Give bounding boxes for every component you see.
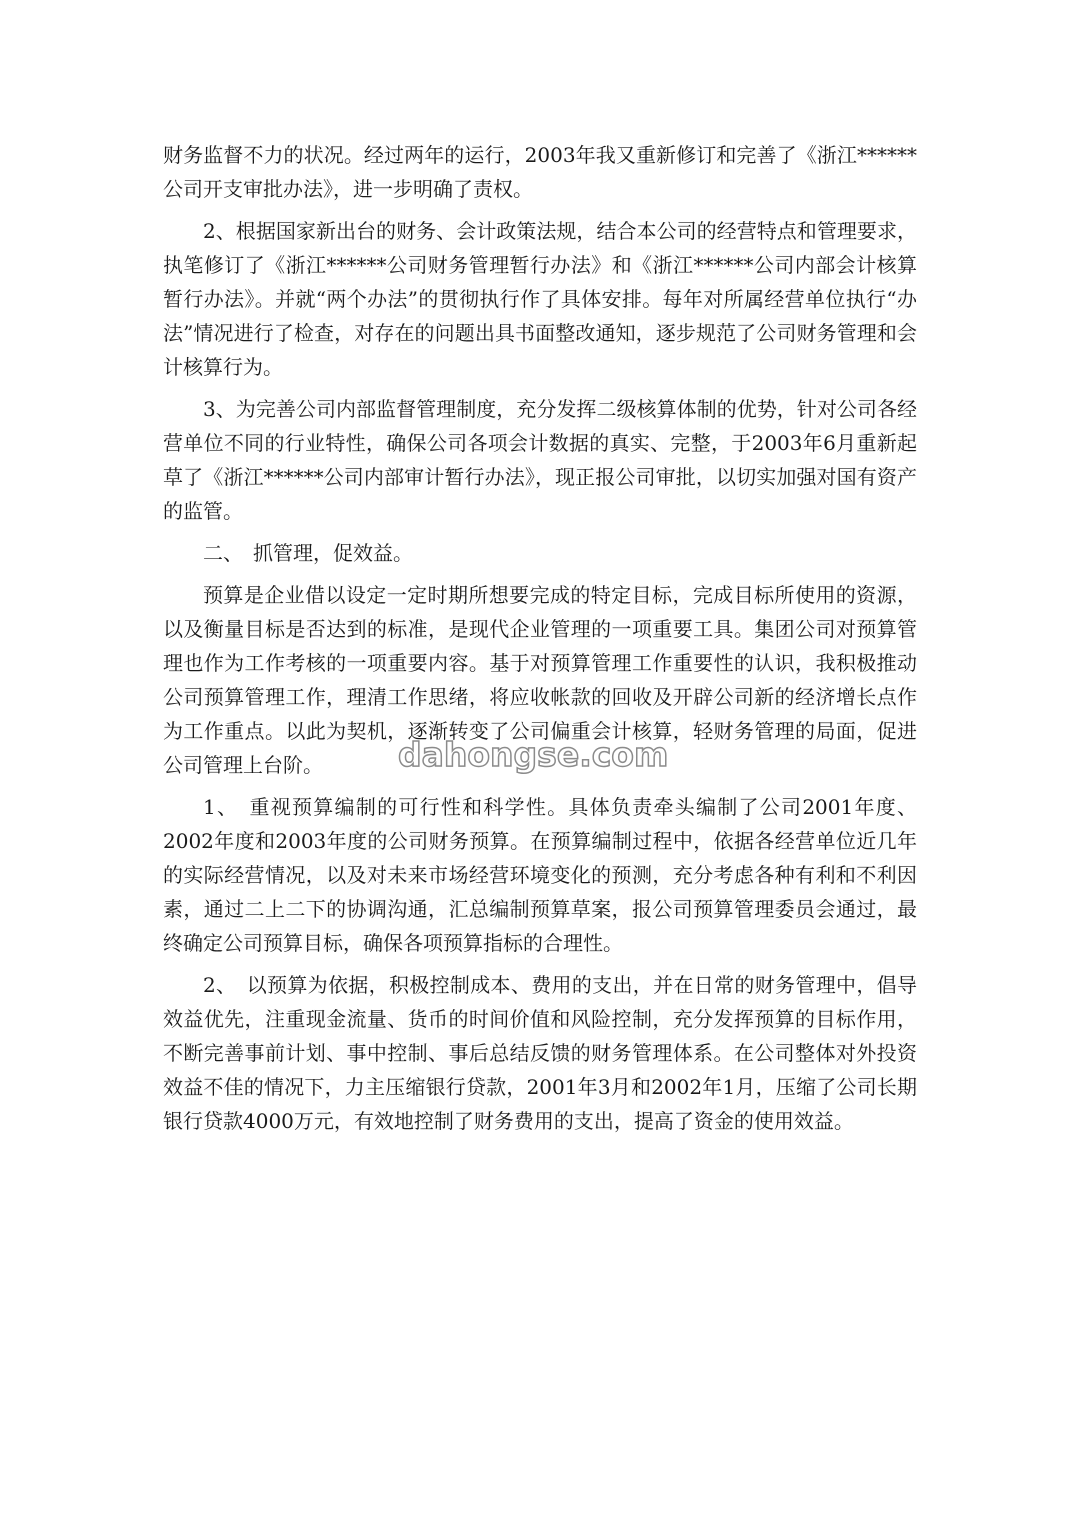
watermark-text: dahongse.com xyxy=(398,735,669,774)
paragraph-item-2: 2、根据国家新出台的财务、会计政策法规，结合本公司的经营特点和管理要求，执笔修订了《浙江******公司财务管理暂行办法》和《浙江******公司内部会计核算暂行办法》。并就“两个办法”的贯彻执行作了具体安排。每年对所属经营单位执行“办法”情况进行了检查，对存在的问题出具书面整改通知，逐步规范了公司财务管理和会计核算行为。 xyxy=(163,219,917,379)
document-body xyxy=(163,138,917,1146)
paragraph-item-3: 3、为完善公司内部监督管理制度，充分发挥二级核算体制的优势，针对公司各经营单位不同的行业特性，确保公司各项会计数据的真实、完整，于2003年6月重新起草了《浙江******公司内部审计暂行办法》，现正报公司审批，以切实加强对国有资产的监管。 xyxy=(163,397,917,523)
paragraph-continuation: 财务监督不力的状况。经过两年的运行，2003年我又重新修订和完善了《浙江******公司开支审批办法》，进一步明确了责权。 xyxy=(163,143,917,201)
paragraph-budget-item-1: 1、 重视预算编制的可行性和科学性。具体负责牵头编制了公司2001年度、2002年度和2003年度的公司财务预算。在预算编制过程中，依据各经营单位近几年的实际经营情况，以及对未来市场经营环境变化的预测，充分考虑各种有利和不利因素，通过二上二下的协调沟通，汇总编制预算草案，报公司预算管理委员会通过，最终确定公司预算目标，确保各项预算指标的合理性。 xyxy=(163,795,917,955)
section-heading-2: 二、 抓管理，促效益。 xyxy=(203,541,413,565)
paragraph-budget-intro: 预算是企业借以设定一定时期所想要完成的特定目标，完成目标所使用的资源，以及衡量目标是否达到的标准，是现代企业管理的一项重要工具。集团公司对预算管理也作为工作考核的一项重要内容。基于对预算管理工作重要性的认识，我积极推动公司预算管理工作，理清工作思绪，将应收帐款的回收及开辟公司新的经济增长点作为工作重点。以此为契机，逐渐转变了公司偏重会计核算，轻财务管理的局面，促进公司管理上台阶。 xyxy=(163,583,917,777)
paragraph-budget-item-2: 2、 以预算为依据，积极控制成本、费用的支出，并在日常的财务管理中，倡导效益优先，注重现金流量、货币的时间价值和风险控制，充分发挥预算的目标作用，不断完善事前计划、事中控制、事后总结反馈的财务管理体系。在公司整体对外投资效益不佳的情况下，力主压缩银行贷款，2001年3月和2002年1月，压缩了公司长期银行贷款4000万元，有效地控制了财务费用的支出，提高了资金的使用效益。 xyxy=(163,973,917,1133)
